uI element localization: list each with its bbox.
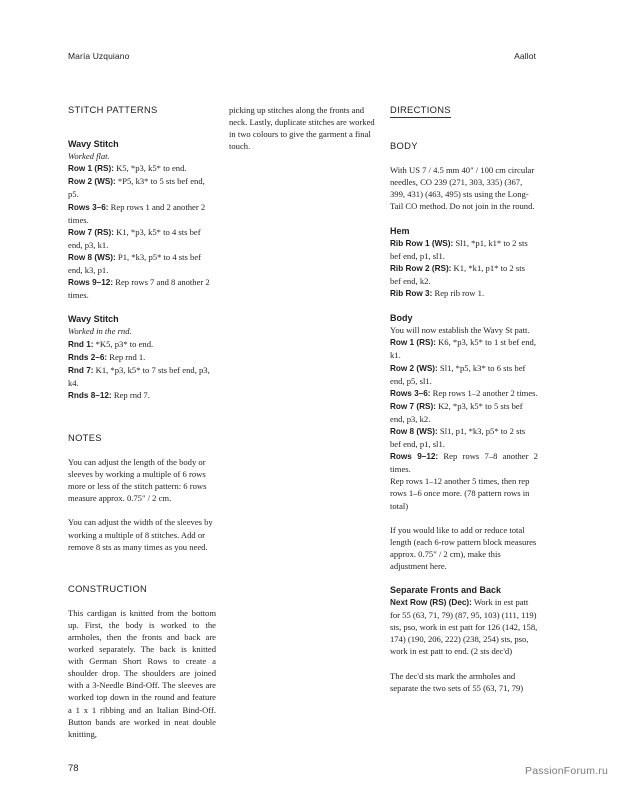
- adjust-length-paragraph: If you would like to add or reduce total length (each 6-row pattern block measures approx. 0.75" / 2 cm), make this adjustment here.: [390, 524, 537, 571]
- wavy-stitch-flat-heading: Wavy Stitch: [68, 139, 119, 150]
- notes-paragraph-length: You can adjust the length of the body or sleeves by working a multiple of 6 rows more or less of the stitch pattern: 6 rows measure approx. 0.75" / 2 cm.: [68, 457, 207, 504]
- row-text: Rep rnd 7.: [111, 389, 150, 400]
- column-left: [68, 104, 216, 740]
- row-label: Rows 9–12:: [390, 452, 439, 462]
- hem-heading: Hem: [390, 225, 410, 236]
- row-text: Sl1, p1, *k3, p5* to 2 sts bef end, p1, sl1.: [390, 425, 526, 450]
- construction-paragraph: This cardigan is knitted from the bottom up. First, the body is worked to the armholes, then the fronts and back are worked separately. The back is knitted with German Short Rows to create a shoulder drop. The shoulders are joined with a 3-Needle Bind-Off. The sleeves are worked top down in the round and feature a 1 x 1 ribbing and an Italian Bind-Off. Button bands are worked in neat double knitting,: [68, 607, 216, 739]
- cast-on-paragraph: With US 7 / 4.5 mm 40" / 100 cm circular needles, CO 239 (271, 303, 335) (367, 399, 431) (463, 495) sts using the Long-Tail CO method. Do not join in the round.: [390, 165, 535, 212]
- instruction-line: [68, 162, 216, 175]
- row-label: Row 1 (RS):: [390, 338, 436, 348]
- body-subheading: Body: [390, 313, 413, 324]
- armholes-paragraph: The dec'd sts mark the armholes and separate the two sets of 55 (63, 71, 79): [390, 670, 524, 693]
- row-text: K1, *p3, k5* to 4 sts bef end, p3, k1.: [68, 226, 201, 250]
- row-label: Row 7 (RS):: [390, 401, 436, 411]
- instruction-line: [390, 362, 538, 387]
- row-text: P1, *k3, p5* to 4 sts bef end, k3, p1.: [68, 251, 201, 276]
- header-title: Aallot: [514, 51, 536, 61]
- row-text: Work in est patt for 55 (63, 71, 79) (87, 95, 103) (111, 119) sts, pso, work in est patt for 126 (142, 158, 174) (190, 206, 222) (238, 254) sts, pso, work in est patt to end. (2 sts dec'd): [390, 597, 538, 657]
- separate-fronts-heading: Separate Fronts and Back: [390, 585, 502, 595]
- row-label: Rib Row 3:: [390, 289, 433, 299]
- row-label: Rnd 7:: [68, 365, 94, 375]
- row-label: Rnds 8–12:: [68, 390, 112, 400]
- instruction-line: [68, 226, 216, 251]
- instruction-line: [390, 425, 538, 450]
- row-text: K1, *p3, k5* to 7 sts bef end, p3, k4.: [68, 364, 210, 388]
- row-label: Rnd 1:: [68, 339, 94, 349]
- wavy-stitch-round-heading: Wavy Stitch: [68, 314, 119, 325]
- row-text: *P5, k3* to 5 sts bef end, p5.: [68, 176, 205, 200]
- row-text: Rep rib row 1.: [432, 288, 485, 299]
- instruction-line: [390, 596, 538, 657]
- column-right: [390, 104, 538, 694]
- instruction-line: [68, 201, 216, 226]
- instruction-line: [68, 276, 216, 301]
- row-label: Rows 9–12:: [68, 278, 114, 288]
- instruction-line: [390, 336, 538, 361]
- instruction-line: [390, 287, 538, 300]
- row-label: Row 2 (WS):: [390, 363, 438, 373]
- instruction-line: [390, 387, 538, 400]
- row-label: Rib Row 2 (RS):: [390, 263, 452, 273]
- row-text: K6, *p3, k5* to 1 st bef end, k1.: [390, 337, 536, 361]
- row-label: Row 1 (RS):: [68, 164, 114, 174]
- instruction-line: [68, 351, 216, 364]
- row-label: Rows 3–6:: [68, 202, 109, 212]
- row-label: Row 8 (WS):: [390, 426, 438, 436]
- row-text: K1, *k1, p1* to 2 sts bef end, k2.: [390, 262, 525, 286]
- row-label: Row 8 (WS):: [68, 252, 116, 262]
- instruction-line: [68, 389, 216, 402]
- notes-paragraph-width: You can adjust the width of the sleeves by working a multiple of 8 stitches. Add or remove 8 sts as many times as you need.: [68, 517, 213, 552]
- row-text: Rep rows 1–2 another 2 times.: [430, 387, 538, 398]
- instruction-line: [390, 262, 538, 287]
- row-label: Next Row (RS) (Dec):: [390, 598, 472, 608]
- directions-heading: DIRECTIONS: [390, 104, 451, 118]
- row-label: Row 7 (RS):: [68, 227, 114, 237]
- instruction-line: [390, 237, 538, 262]
- row-label: Rnds 2–6:: [68, 352, 108, 362]
- row-label: Row 2 (WS):: [68, 177, 116, 187]
- row-label: Rib Row 1 (WS):: [390, 238, 454, 248]
- instruction-line: [390, 450, 538, 475]
- row-text: K5, *p3, k5* to end.: [113, 163, 187, 174]
- row-text: Rep rows 1 and 2 another 2 times.: [68, 201, 206, 225]
- page-number: 78: [68, 763, 79, 774]
- repeat-paragraph: Rep rows 1–12 another 5 times, then rep rows 1–6 once more. (78 pattern rows in total): [390, 476, 530, 511]
- body-intro: You will now establish the Wavy St patt.: [390, 325, 530, 336]
- header-author: María Uzquiano: [68, 51, 130, 61]
- row-text: *K5, p3* to end.: [93, 338, 154, 349]
- row-text: Rep rnd 1.: [107, 351, 146, 362]
- row-text: Rep rows 7 and 8 another 2 times.: [68, 277, 210, 301]
- stitch-patterns-heading: STITCH PATTERNS: [68, 104, 158, 115]
- worked-in-round-note: Worked in the rnd.: [68, 326, 132, 337]
- instruction-line: [390, 400, 538, 425]
- instruction-line: [68, 364, 216, 389]
- row-label: Rows 3–6:: [390, 388, 431, 398]
- instruction-line: [68, 175, 216, 200]
- worked-flat-note: Worked flat.: [68, 151, 110, 162]
- column-middle: [229, 104, 377, 152]
- instruction-line: [68, 251, 216, 276]
- notes-heading: NOTES: [68, 431, 102, 443]
- row-text: K2, *p3, k5* to 5 sts bef end, p3, k2.: [390, 400, 523, 424]
- row-text: Sl1, *p1, k1* to 2 sts bef end, p1, sl1.: [390, 237, 528, 261]
- row-text: Rep rows 7–8 another 2 times.: [390, 451, 538, 475]
- construction-heading: CONSTRUCTION: [68, 582, 148, 594]
- row-text: Sl1, *p5, k3* to 6 sts bef end, p5, sl1.: [390, 362, 526, 386]
- construction-continued: picking up stitches along the fronts and neck. Lastly, duplicate stitches are worked in two colours to give the garment a final touch.: [229, 105, 375, 152]
- watermark: PassionForum.ru: [525, 765, 608, 777]
- instruction-line: [68, 338, 216, 351]
- body-section-heading: BODY: [390, 140, 418, 152]
